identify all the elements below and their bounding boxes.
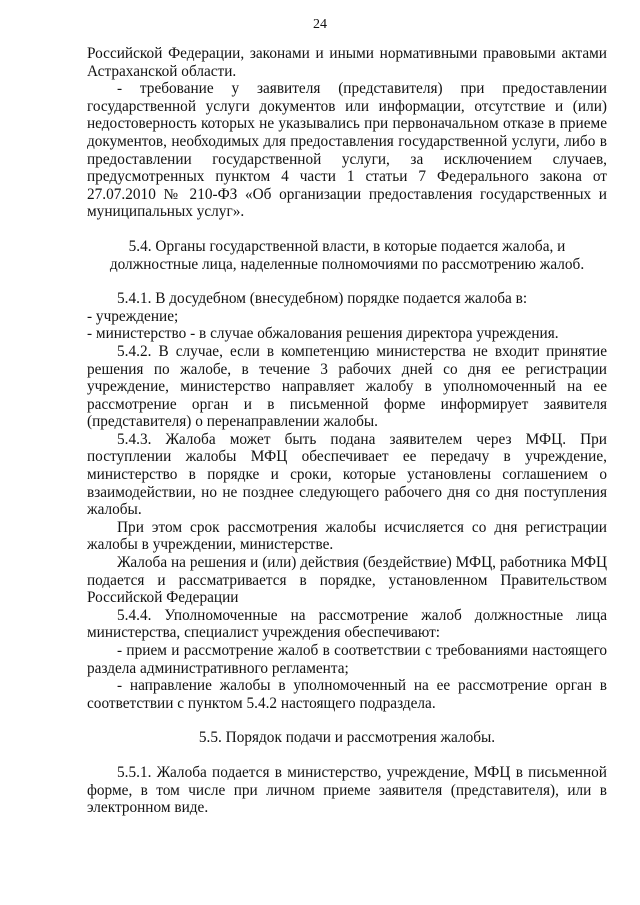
document-body (87, 45, 607, 817)
intro-paragraph-2: - требование у заявителя (представителя) при предоставлении государственной услуги документов или информации, отсутствие и (или) недостоверность которых не указывались при первоначальном отказе в приеме документов, необходимых для предоставления государственной услуги, либо в предоставлении государственной услуги, за исключением случаев, предусмотренных пунктом 4 части 1 статьи 7 Федерального закона от 27.07.2010 № 210-ФЗ «Об организации предоставления государственных и муниципальных услуг». (87, 80, 607, 221)
section-5-4-heading-line-1: 5.4. Органы государственной власти, в которые подается жалоба, и (128, 237, 566, 255)
paragraph-5-5-1: 5.5.1. Жалоба подается в министерство, учреждение, МФЦ в письменной форме, в том числе при личном приеме заявителя (представителя), или в электронном виде. (87, 763, 607, 817)
list-item-institution: - учреждение; (87, 307, 179, 325)
page-number: 24 (313, 17, 327, 32)
section-5-5-heading: 5.5. Порядок подачи и рассмотрения жалобы. (198, 729, 496, 747)
paragraph-mfc-complaint: Жалоба на решения и (или) действия (бездействие) МФЦ, работника МФЦ подается и рассматривается в порядке, установленном Правительством Российской Федерации (87, 554, 607, 607)
paragraph-5-4-3: 5.4.3. Жалоба может быть подана заявителем через МФЦ. При поступлении жалобы МФЦ обеспечивает ее передачу в учреждение, министерство в порядке и сроки, которые установлены соглашением о взаимодействии, но не позднее следующего рабочего дня со дня поступления жалобы. (87, 430, 607, 519)
list-item-ministry: - министерство - в случае обжалования решения директора учреждения. (87, 325, 559, 343)
section-5-4-heading-line-2: должностные лица, наделенные полномочиями по рассмотрению жалоб. (109, 255, 585, 273)
paragraph-5-4-1: 5.4.1. В досудебном (внесудебном) порядке подается жалоба в: (117, 290, 528, 308)
paragraph-5-4-4: 5.4.4. Уполномоченные на рассмотрение жалоб должностные лица министерства, специалист учреждения обеспечивают: (87, 606, 607, 642)
list-item-receive-review: - прием и рассмотрение жалоб в соответствии с требованиями настоящего раздела административного регламента; (87, 642, 607, 677)
list-item-forward: - направление жалобы в уполномоченный на ее рассмотрение орган в соответствии с пунктом 5.4.2 настоящего подраздела. (87, 677, 607, 712)
intro-paragraph-1: Российской Федерации, законами и иными нормативными правовыми актами Астраханской области. (87, 45, 607, 80)
paragraph-5-4-2: 5.4.2. В случае, если в компетенцию министерства не входит принятие решения по жалобе, в течение 3 рабочих дней со дня ее регистрации учреждение, министерство направляет жалобу в уполномоченный на ее рассмотрение орган и в письменной форме информирует заявителя (представителя) о перенаправлении жалобы. (87, 342, 607, 431)
paragraph-term: При этом срок рассмотрения жалобы исчисляется со дня регистрации жалобы в учреждении, министерстве. (87, 518, 607, 554)
